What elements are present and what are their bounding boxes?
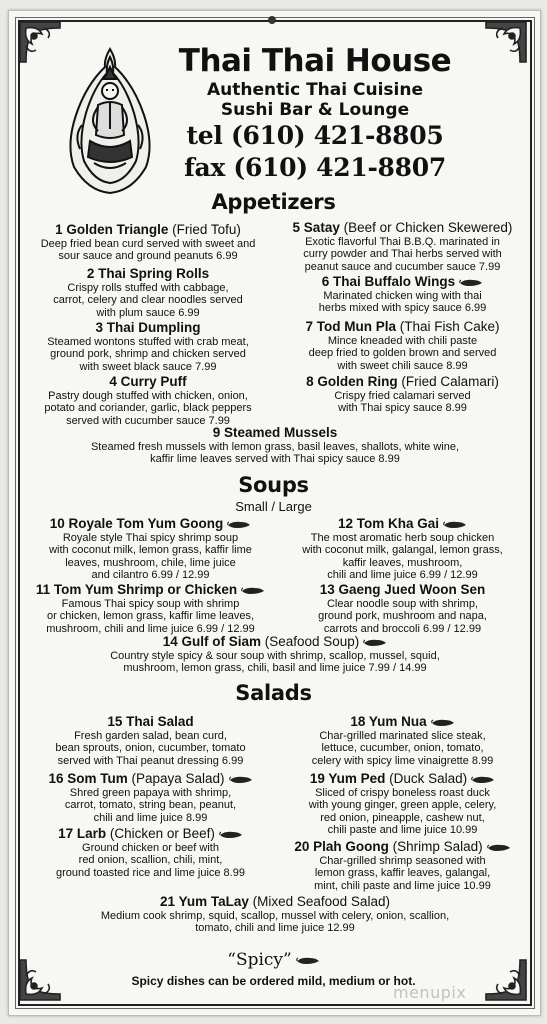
menu-item-title: 16 Som Tum: [48, 771, 128, 786]
description-line: kaffir leaves, mushroom,: [342, 556, 463, 569]
description-line: served with Thai peanut dressing 6.99: [57, 754, 244, 767]
menu-item-title: 2 Thai Spring Rolls: [86, 266, 210, 281]
spicy-legend: [0, 950, 547, 970]
tagline: Authentic Thai Cuisine: [207, 80, 423, 100]
chili-pepper-icon: [363, 638, 387, 647]
subtagline: Sushi Bar & Lounge: [220, 100, 410, 120]
description-line: Royale style Thai spicy shrimp soup: [62, 532, 239, 544]
description-line: with sweet chili sauce 8.99: [337, 359, 468, 372]
description-line: curry powder and Thai herbs served with: [303, 248, 502, 261]
description-line: deep fried to golden brown and served: [308, 347, 497, 360]
menu-item-title: 9 Steamed Mussels: [212, 425, 338, 440]
chili-pepper-icon: [471, 775, 495, 784]
menu-item-name: [28, 582, 273, 598]
menu-item: [28, 826, 273, 879]
menu-item-name: [280, 714, 525, 730]
description-line: with sweet black sauce 7.99: [79, 360, 217, 373]
menu-item-name: [280, 274, 525, 290]
description-line: chili and lime juice 8.99: [93, 811, 208, 824]
hole-punch: [268, 16, 276, 24]
description-line: Clear noodle soup with shrimp,: [326, 598, 479, 610]
section-title-appetizers: Appetizers: [211, 190, 336, 214]
thai-deity-icon: [58, 45, 163, 195]
description-line: leaves, mushroom, chile, lime juice: [65, 556, 236, 569]
description-line: Mince kneaded with chili paste: [327, 335, 478, 347]
menu-item-subtitle: (Beef or Chicken Skewered): [343, 220, 513, 235]
menu-item-title: 6 Thai Buffalo Wings: [321, 274, 456, 289]
description-line: Fresh garden salad, bean curd,: [74, 730, 227, 742]
description-line: celery with spicy lime vinaigrette 8.99: [311, 754, 494, 767]
menu-item-title: 14 Gulf of Siam: [162, 634, 261, 649]
description-line: carrot, tomato, string bean, peanut,: [64, 799, 237, 812]
menu-item-name: [280, 319, 525, 335]
chili-pepper-icon: [227, 520, 251, 529]
menu-item-description: [40, 910, 510, 935]
menu-item: [280, 839, 525, 892]
menu-item-name: [28, 320, 268, 336]
section-title-salads: Salads: [235, 681, 312, 705]
description-line: Marinated chicken wing with thai: [323, 290, 482, 302]
menu-item-title: 20 Plah Goong: [294, 839, 389, 854]
description-line: herbs mixed with spicy sauce 6.99: [318, 302, 487, 315]
menu-item-name: [40, 894, 510, 910]
menu-item-description: [280, 730, 525, 767]
menu-item-name: [28, 516, 273, 532]
description-line: ground pork, shrimp and chicken served: [50, 348, 246, 361]
menu-item-name: [28, 771, 273, 787]
menu-item-title: 10 Royale Tom Yum Goong: [49, 516, 224, 531]
description-line: Medium cook shrimp, squid, scallop, mussel with celery, onion, scallion,: [100, 910, 450, 922]
menu-item-title: 1 Golden Triangle: [55, 222, 169, 237]
menu-item-title: 5 Satay: [292, 220, 340, 235]
description-line: Exotic flavorful Thai B.B.Q. marinated in: [305, 236, 500, 248]
menu-item: [28, 266, 268, 319]
description-line: Crispy fried calamari served: [334, 390, 471, 402]
description-line: sour sauce and ground peanuts 6.99: [58, 250, 238, 263]
description-line: Shred green papaya with shrimp,: [69, 787, 232, 799]
menu-item-description: [28, 787, 273, 824]
description-line: chili and lime juice 6.99 / 12.99: [327, 568, 478, 581]
menu-item-title: 19 Yum Ped: [309, 771, 386, 786]
description-line: carrot, celery and clear noodles served: [53, 294, 243, 307]
description-line: chili paste and lime juice 10.99: [327, 823, 478, 836]
description-line: mushroom, chili and lime juice 6.99 / 12.99: [46, 622, 255, 635]
description-line: served with cucumber sauce 7.99: [66, 414, 230, 427]
description-line: with young ginger, green apple, celery,: [308, 799, 497, 812]
menu-item-name: [28, 222, 268, 238]
chili-pepper-icon: [487, 843, 511, 852]
menu-item-description: [280, 236, 525, 273]
menu-item-description: [280, 855, 525, 892]
description-line: Sliced of crispy boneless roast duck: [315, 787, 490, 799]
menu-item-title: 7 Tod Mun Pla: [305, 319, 396, 334]
spicy-note: Spicy dishes can be ordered mild, medium or hot.: [131, 974, 416, 988]
menu-item: [280, 714, 525, 767]
menu-item: [28, 771, 273, 824]
description-line: potato and coriander, garlic, black peppers: [44, 402, 252, 415]
menu-item-description: [280, 532, 525, 581]
description-line: Country style spicy & sour soup with shrimp, scallop, mussel, squid,: [110, 650, 440, 662]
menu-item-name: [28, 826, 273, 842]
menu-item-description: [28, 336, 268, 373]
menu-item-name: [28, 714, 273, 730]
description-line: carrots and broccoli 6.99 / 12.99: [323, 622, 482, 635]
chili-pepper-icon: [219, 830, 243, 839]
chili-pepper-icon: [431, 718, 455, 727]
description-line: Pastry dough stuffed with chicken, onion,: [48, 390, 248, 402]
description-line: with Thai spicy sauce 8.99: [338, 402, 467, 415]
watermark: menupix: [393, 983, 467, 1002]
section-title-soups: Soups: [238, 473, 309, 497]
menu-item-title: 17 Larb: [58, 826, 107, 841]
menu-item-subtitle: (Mixed Seafood Salad): [252, 894, 390, 909]
telephone-number: tel (610) 421-8805: [186, 121, 444, 150]
restaurant-header: [170, 42, 460, 184]
menu-item-subtitle: (Fried Tofu): [172, 222, 241, 237]
menu-item-subtitle: (Papaya Salad): [131, 771, 225, 786]
menu-item-description: [28, 532, 273, 581]
description-line: and cilantro 6.99 / 12.99: [91, 568, 210, 581]
menu-item: [40, 425, 510, 466]
menu-item-description: [40, 650, 510, 675]
menu-item: [280, 516, 525, 581]
menu-item-name: [28, 374, 268, 390]
menu-item-title: 15 Thai Salad: [107, 714, 194, 729]
chili-pepper-icon: [459, 278, 483, 287]
menu-item-name: [40, 425, 510, 441]
menu-item: [28, 320, 268, 373]
description-line: with coconut milk, lemon grass, kaffir lime: [49, 544, 252, 557]
description-line: with plum sauce 6.99: [96, 306, 200, 319]
description-line: ground pork, mushroom and napa,: [318, 610, 487, 623]
menu-item-name: [280, 582, 525, 598]
menu-item-title: 11 Tom Yum Shrimp or Chicken: [35, 582, 238, 597]
menu-item-description: [28, 730, 273, 767]
description-line: bean sprouts, onion, cucumber, tomato: [55, 742, 246, 755]
description-line: lemon grass, kaffir leaves, galangal,: [314, 867, 491, 880]
menu-item-description: [280, 390, 525, 415]
menu-item-description: [28, 390, 268, 427]
corner-ornament-icon: [484, 20, 528, 64]
description-line: lettuce, cucumber, onion, tomato,: [321, 742, 484, 755]
menu-item: [280, 274, 525, 315]
menu-item: [40, 634, 510, 675]
description-line: or chicken, lemon grass, kaffir lime leaves,: [46, 610, 255, 623]
menu-item-description: [280, 290, 525, 315]
chili-pepper-icon: [229, 775, 253, 784]
soup-sizes: Small / Large: [235, 499, 312, 514]
menu-item-description: [280, 335, 525, 372]
menu-item: [28, 714, 273, 767]
description-line: tomato, chili and lime juice 12.99: [195, 922, 355, 935]
menu-item-title: 18 Yum Nua: [350, 714, 427, 729]
menu-item-description: [28, 598, 273, 635]
description-line: Char-grilled shrimp seasoned with: [319, 855, 486, 867]
corner-ornament-icon: [18, 20, 62, 64]
menu-item-description: [28, 282, 268, 319]
description-line: Famous Thai spicy soup with shrimp: [61, 598, 240, 610]
chili-pepper-icon: [241, 586, 265, 595]
menu-item-subtitle: (Duck Salad): [389, 771, 468, 786]
menu-item-title: 13 Gaeng Jued Woon Sen: [319, 582, 486, 597]
description-line: ground toasted rice and lime juice 8.99: [56, 866, 245, 879]
menu-item-title: 12 Tom Kha Gai: [337, 516, 440, 531]
fax-number: fax (610) 421-8807: [184, 153, 446, 182]
chili-pepper-icon: [443, 520, 467, 529]
menu-item: [280, 374, 525, 415]
menu-item-subtitle: (Chicken or Beef): [109, 826, 215, 841]
menu-item-description: [40, 441, 510, 466]
description-line: peanut sauce and cucumber sauce 7.99: [304, 260, 501, 273]
description-line: Ground chicken or beef with: [82, 842, 219, 854]
description-line: mint, chili paste and lime juice 10.99: [314, 879, 491, 892]
menu-item-subtitle: (Thai Fish Cake): [399, 319, 500, 334]
menu-item: [28, 222, 268, 263]
description-line: Crispy rolls stuffed with cabbage,: [67, 282, 229, 294]
menu-item: [280, 220, 525, 273]
description-line: with coconut milk, galangal, lemon grass,: [302, 544, 503, 557]
menu-item-name: [280, 516, 525, 532]
description-line: red onion, scallion, chili, mint,: [78, 854, 223, 867]
menu-item-title: 3 Thai Dumpling: [95, 320, 201, 335]
menu-item: [28, 516, 273, 581]
menu-item-name: [280, 220, 525, 236]
restaurant-name: Thai Thai House: [178, 43, 452, 79]
menu-item: [280, 319, 525, 372]
description-line: Deep fried bean curd served with sweet and: [40, 238, 256, 250]
menu-item-name: [40, 634, 510, 650]
description-line: Steamed wontons stuffed with crab meat,: [47, 336, 249, 348]
menu-item-description: [280, 787, 525, 836]
description-line: red onion, pineapple, cashew nut,: [320, 811, 485, 824]
description-line: Char-grilled marinated slice steak,: [319, 730, 486, 742]
menu-item-name: [28, 266, 268, 282]
menu-item: [280, 582, 525, 635]
menu-item-name: [280, 374, 525, 390]
description-line: The most aromatic herb soup chicken: [310, 532, 495, 544]
description-line: mushroom, lemon grass, chili, basil and lime juice 7.99 / 14.99: [123, 662, 427, 675]
menu-item-subtitle: (Fried Calamari): [401, 374, 499, 389]
menu-item: [40, 894, 510, 935]
chili-pepper-icon: [296, 956, 320, 965]
menu-item-subtitle: (Shrimp Salad): [392, 839, 483, 854]
menu-item-description: [28, 842, 273, 879]
menu-item-title: 8 Golden Ring: [306, 374, 398, 389]
menu-item-name: [280, 839, 525, 855]
description-line: Steamed fresh mussels with lemon grass, basil leaves, shallots, white wine,: [90, 441, 460, 453]
menu-item: [28, 374, 268, 427]
description-line: kaffir lime leaves served with Thai spicy sauce 8.99: [150, 453, 400, 466]
menu-item-name: [280, 771, 525, 787]
menu-item-description: [280, 598, 525, 635]
menu-item: [280, 771, 525, 836]
menu-item-description: [28, 238, 268, 263]
menu-item-title: 4 Curry Puff: [109, 374, 187, 389]
spicy-label: “Spicy”: [227, 950, 292, 970]
menu-item-subtitle: (Seafood Soup): [264, 634, 360, 649]
menu-item-title: 21 Yum TaLay: [160, 894, 249, 909]
menu-item: [28, 582, 273, 635]
